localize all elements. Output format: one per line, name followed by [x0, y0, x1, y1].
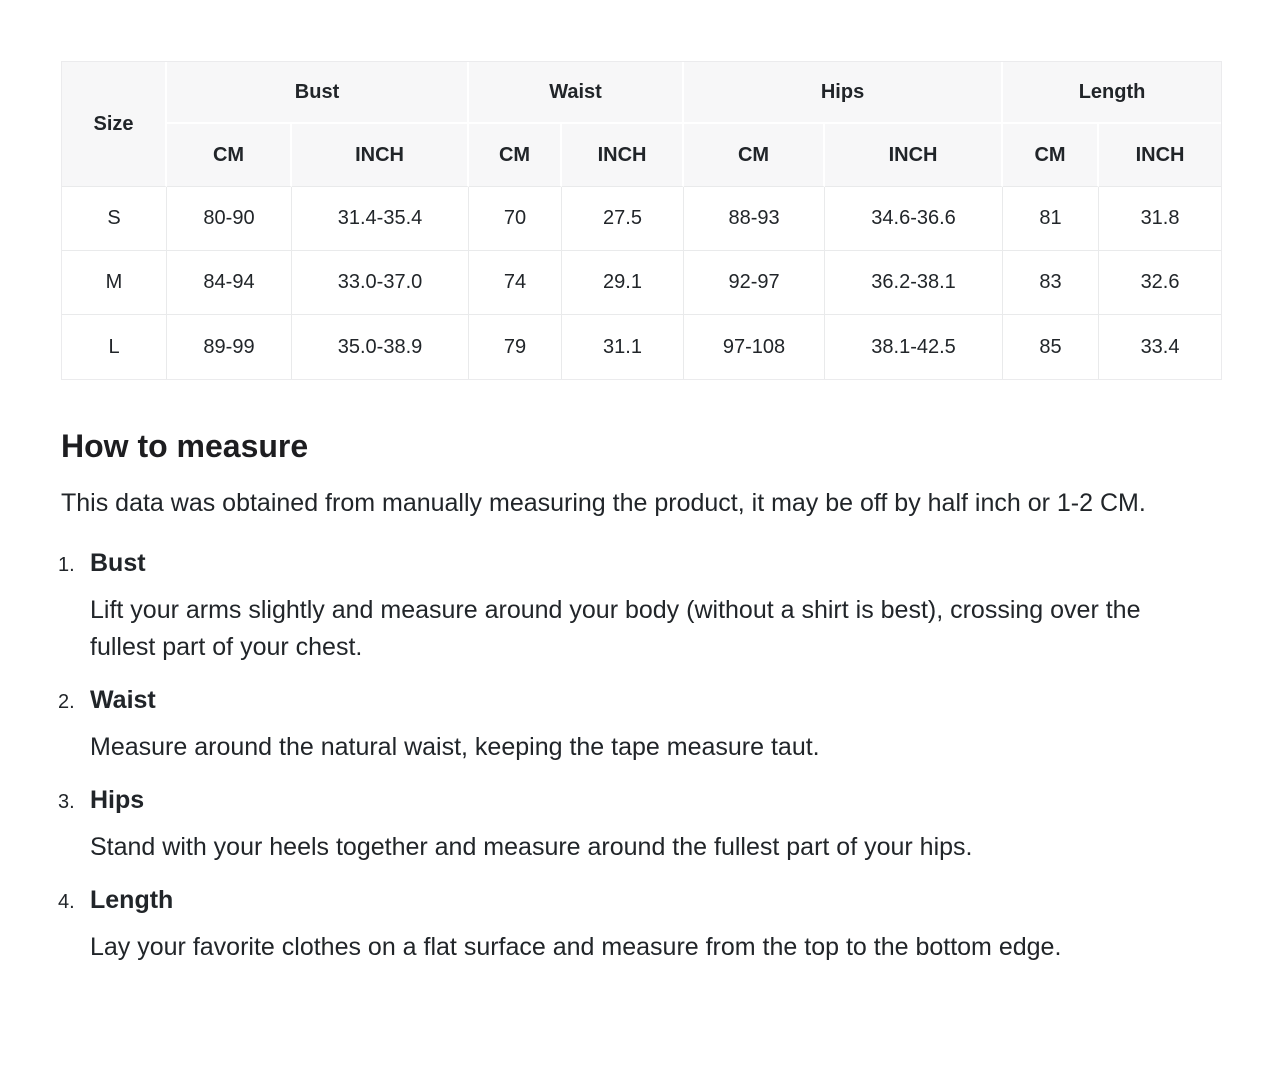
unit-header-bust-cm: CM: [167, 124, 292, 187]
step-description: Stand with your heels together and measure around the fullest part of your hips.: [90, 833, 973, 861]
table-cell-waist-cm: 79: [469, 315, 562, 379]
step-heading: [58, 785, 1220, 817]
column-group-waist: Waist: [469, 62, 684, 124]
table-cell-bust-cm: 89-99: [167, 315, 292, 379]
unit-header-length-cm: CM: [1003, 124, 1099, 187]
step-number: 1.: [58, 554, 75, 576]
measure-step-hips: [58, 785, 1220, 866]
step-description: Measure around the natural waist, keeping the tape measure taut.: [90, 733, 820, 761]
table-cell-waist-inch: 31.1: [562, 315, 684, 379]
table-cell-length-cm: 85: [1003, 315, 1099, 379]
step-title: Bust: [90, 549, 146, 577]
step-heading: [58, 685, 1220, 717]
table-cell-bust-cm: 84-94: [167, 251, 292, 315]
measure-steps-list: [58, 548, 1220, 966]
step-number: 3.: [58, 791, 75, 813]
unit-header-hips-inch: INCH: [825, 124, 1003, 187]
unit-header-waist-inch: INCH: [562, 124, 684, 187]
size-row-m: [62, 251, 1221, 315]
unit-header-hips-cm: CM: [684, 124, 825, 187]
how-to-measure-heading: How to measure: [61, 428, 309, 464]
table-cell-hips-inch: 34.6-36.6: [825, 187, 1003, 251]
table-cell-waist-inch: 29.1: [562, 251, 684, 315]
unit-header-waist-cm: CM: [469, 124, 562, 187]
step-heading: [58, 885, 1220, 917]
table-group-header-row: [62, 62, 1221, 124]
table-cell-bust-inch: 33.0-37.0: [292, 251, 469, 315]
size-row-l: [62, 315, 1221, 379]
step-number: 4.: [58, 891, 75, 913]
size-label-cell: L: [62, 315, 167, 379]
step-heading: [58, 548, 1220, 580]
measure-step-bust: [58, 548, 1220, 666]
size-label-cell: M: [62, 251, 167, 315]
measure-step-waist: [58, 685, 1220, 766]
size-row-s: [62, 187, 1221, 251]
column-header-size: Size: [62, 62, 167, 187]
step-title: Waist: [90, 686, 156, 714]
step-title: Length: [90, 886, 174, 914]
column-group-length: Length: [1003, 62, 1221, 124]
table-cell-hips-cm: 88-93: [684, 187, 825, 251]
column-group-bust: Bust: [167, 62, 469, 124]
table-cell-waist-cm: 70: [469, 187, 562, 251]
step-description: Lay your favorite clothes on a flat surface and measure from the top to the bottom edge.: [90, 933, 1062, 961]
table-cell-length-cm: 83: [1003, 251, 1099, 315]
measure-step-length: [58, 885, 1220, 966]
table-cell-bust-inch: 31.4-35.4: [292, 187, 469, 251]
table-cell-waist-cm: 74: [469, 251, 562, 315]
table-cell-waist-inch: 27.5: [562, 187, 684, 251]
size-label-cell: S: [62, 187, 167, 251]
table-cell-bust-inch: 35.0-38.9: [292, 315, 469, 379]
step-number: 2.: [58, 691, 75, 713]
step-description: Lift your arms slightly and measure around your body (without a shirt is best), crossing over the fullest part of your chest.: [90, 596, 1141, 661]
table-cell-length-inch: 33.4: [1099, 315, 1221, 379]
table-cell-hips-inch: 36.2-38.1: [825, 251, 1003, 315]
unit-header-length-inch: INCH: [1099, 124, 1221, 187]
table-cell-length-inch: 31.8: [1099, 187, 1221, 251]
table-cell-hips-cm: 97-108: [684, 315, 825, 379]
measure-intro-text: This data was obtained from manually measuring the product, it may be off by half inch or 1-2 CM.: [61, 489, 1146, 517]
table-cell-hips-inch: 38.1-42.5: [825, 315, 1003, 379]
table-unit-header-row: [62, 124, 1221, 187]
table-cell-length-cm: 81: [1003, 187, 1099, 251]
table-cell-length-inch: 32.6: [1099, 251, 1221, 315]
size-chart-table: [61, 61, 1222, 380]
table-cell-hips-cm: 92-97: [684, 251, 825, 315]
column-group-hips: Hips: [684, 62, 1003, 124]
table-cell-bust-cm: 80-90: [167, 187, 292, 251]
step-title: Hips: [90, 786, 145, 814]
unit-header-bust-inch: INCH: [292, 124, 469, 187]
